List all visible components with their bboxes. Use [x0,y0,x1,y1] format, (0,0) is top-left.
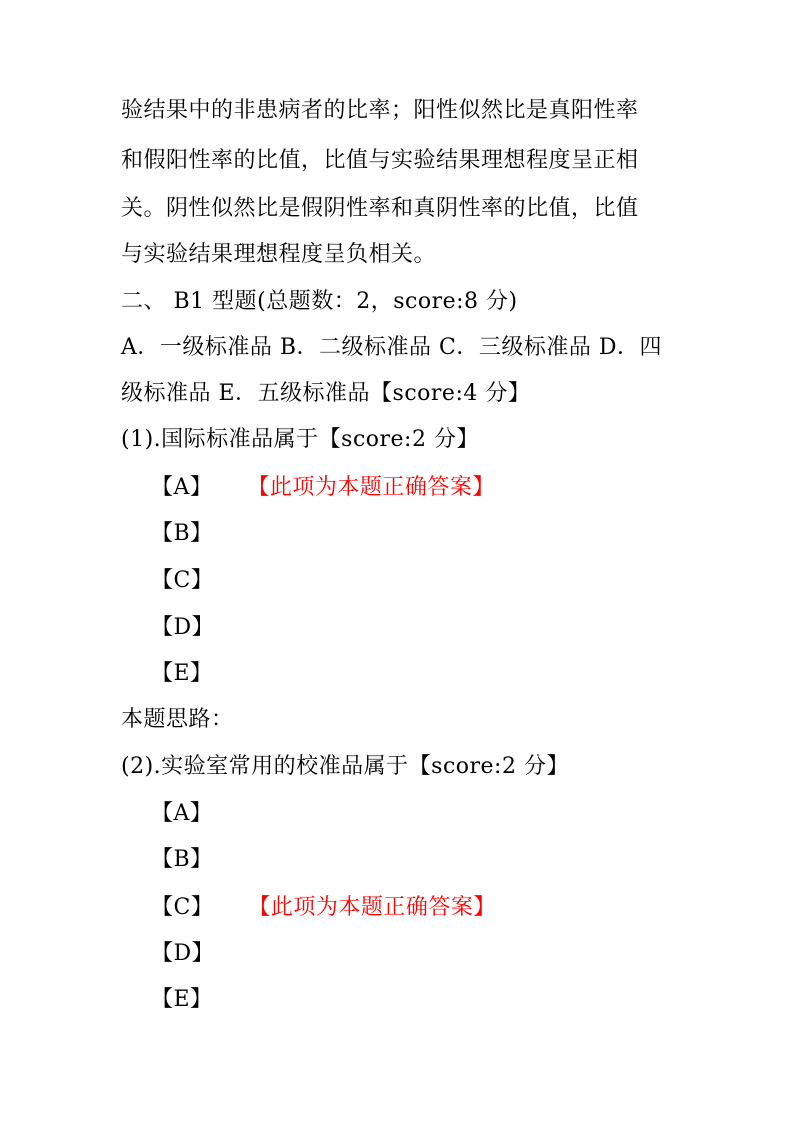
shared-options-line-1: A．一级标准品 B．二级标准品 C．三级标准品 D．四 [121,335,663,360]
question-1-option-a [151,473,495,503]
question-1-option-d: 【D】 [151,615,215,640]
option-label: 【A】 [151,475,213,500]
question-2-stem: (2).实验室常用的校准品属于【score:2 分】 [121,754,569,779]
correct-answer-mark: 【此项为本题正确答案】 [258,475,495,500]
question-1-explanation-label: 本题思路： [121,707,234,732]
paragraph-line-4: 与实验结果理想程度呈负相关。 [121,242,437,267]
option-label: 【C】 [151,895,214,920]
question-2-option-c [151,893,496,923]
question-1-option-c: 【C】 [151,568,214,593]
section-header: 二、 B1 型题(总题数：2，score:8 分) [121,289,518,314]
paragraph-line-3: 关。阴性似然比是假阴性率和真阴性率的比值，比值 [121,196,639,221]
question-2-option-b: 【B】 [151,847,213,872]
shared-options-line-2: 级标准品 E．五级标准品【score:4 分】 [121,381,531,406]
correct-answer-mark: 【此项为本题正确答案】 [259,895,496,920]
question-1-option-b: 【B】 [151,521,213,546]
question-2-option-d: 【D】 [151,941,215,966]
question-1-stem: (1).国际标准品属于【score:2 分】 [121,427,479,452]
question-2-option-a: 【A】 [151,801,213,826]
question-1-option-e: 【E】 [151,661,213,686]
paragraph-line-2: 和假阳性率的比值，比值与实验结果理想程度呈正相 [121,148,639,173]
paragraph-line-1: 验结果中的非患病者的比率；阳性似然比是真阳性率 [121,98,639,123]
question-2-option-e: 【E】 [151,987,213,1012]
